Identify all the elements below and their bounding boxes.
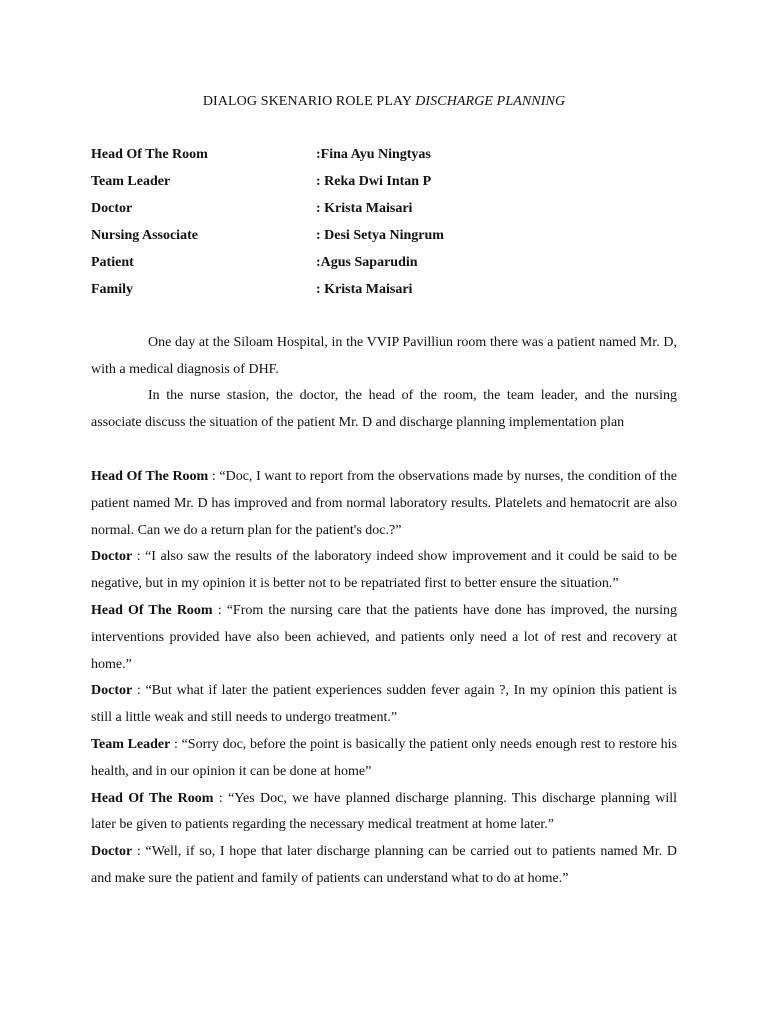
cast-role: Head Of The Room: [91, 147, 208, 162]
cast-role: Team Leader: [91, 174, 171, 189]
dialog-speaker: Head Of The Room: [91, 469, 209, 484]
narration-paragraph-1: [91, 330, 677, 384]
dialog-line: “But what if later the patient experiences sudden fever again ?, In my opinion this patient is still a little weak and still needs to undergo treatment.”: [91, 683, 678, 726]
narration-text: One day at the Siloam Hospital, in the VVIP Pavilliun room there was a patient named Mr. D, with a medical diagnosis of DHF.: [91, 335, 677, 377]
cast-role: Nursing Associate: [91, 228, 198, 243]
dialog-turn: [91, 678, 677, 732]
dialog-line: “Sorry doc, before the point is basically the patient only needs enough rest to restore his health, and in our opinion it can be done at home”: [91, 736, 677, 779]
cast-row: [91, 255, 691, 282]
dialog-separator: :: [170, 736, 182, 752]
dialog-line: “Well, if so, I hope that later discharge planning can be carried out to patients named Mr. D and make sure the patient and family of patients can understand what to do at home.”: [91, 844, 678, 886]
dialog-turn: [91, 839, 677, 893]
cast-role: Doctor: [91, 201, 133, 216]
dialog-separator: :: [212, 602, 227, 618]
dialog-line: “From the nursing care that the patients have done has improved, the nursing interventions provided have also been achieved, and patients only need a lot of rest and recovery at home.”: [91, 602, 677, 672]
dialog-line: “Yes Doc, we have planned discharge planning. This discharge planning will later be given to patients regarding the necessary medical treatment at home later.”: [91, 790, 677, 833]
dialog-speaker: Head Of The Room: [91, 602, 213, 618]
dialog-turn: [91, 786, 677, 840]
dialog-separator: :: [213, 790, 229, 806]
cast-list: [91, 147, 691, 309]
dialog-section: [91, 464, 677, 893]
dialog-speaker: Doctor: [91, 549, 133, 565]
dialog-separator: :: [132, 844, 146, 860]
dialog-speaker: Doctor: [91, 844, 133, 860]
narration-text: In the nurse stasion, the doctor, the head of the room, the team leader, and the nursing associate discuss the situation of the patient Mr. D and discharge planning implementation plan: [91, 388, 677, 430]
cast-row: [91, 201, 691, 228]
dialog-turn: [91, 732, 677, 786]
cast-name: : Krista Maisari: [316, 201, 413, 216]
dialog-separator: :: [132, 683, 146, 699]
dialog-separator: :: [132, 549, 146, 565]
dialog-turn: [91, 464, 677, 544]
cast-row: [91, 228, 691, 255]
cast-name: :Fina Ayu Ningtyas: [316, 147, 431, 162]
dialog-speaker: Team Leader: [91, 736, 171, 752]
cast-row: [91, 174, 691, 201]
dialog-speaker: Head Of The Room: [91, 790, 214, 806]
narration-paragraph-2: [91, 383, 677, 437]
dialog-line: “I also saw the results of the laboratory indeed show improvement and it could be said to be negative, but in my opinion it is better not to be repatriated first to better ensure the situation.”: [91, 549, 677, 592]
cast-role: Family: [91, 282, 133, 297]
dialog-line: “Doc, I want to report from the observations made by nurses, the condition of the patient named Mr. D has improved and from normal laboratory results. Platelets and hematocrit are also normal. Can we do a return plan for the patient's doc.?”: [91, 469, 677, 538]
cast-role: Patient: [91, 255, 134, 270]
title-italic: DISCHARGE PLANNING: [415, 94, 566, 109]
dialog-speaker: Doctor: [91, 683, 133, 699]
document-title: [0, 94, 768, 110]
title-plain: DIALOG SKENARIO ROLE PLAY: [202, 94, 416, 109]
dialog-turn: [91, 544, 677, 598]
cast-row: [91, 282, 691, 309]
cast-name: :Agus Saparudin: [316, 255, 418, 270]
cast-name: : Reka Dwi Intan P: [316, 174, 432, 189]
dialog-separator: :: [208, 469, 220, 484]
cast-row: [91, 147, 691, 174]
cast-name: : Krista Maisari: [316, 282, 413, 297]
dialog-turn: [91, 598, 677, 678]
cast-name: : Desi Setya Ningrum: [316, 228, 444, 243]
